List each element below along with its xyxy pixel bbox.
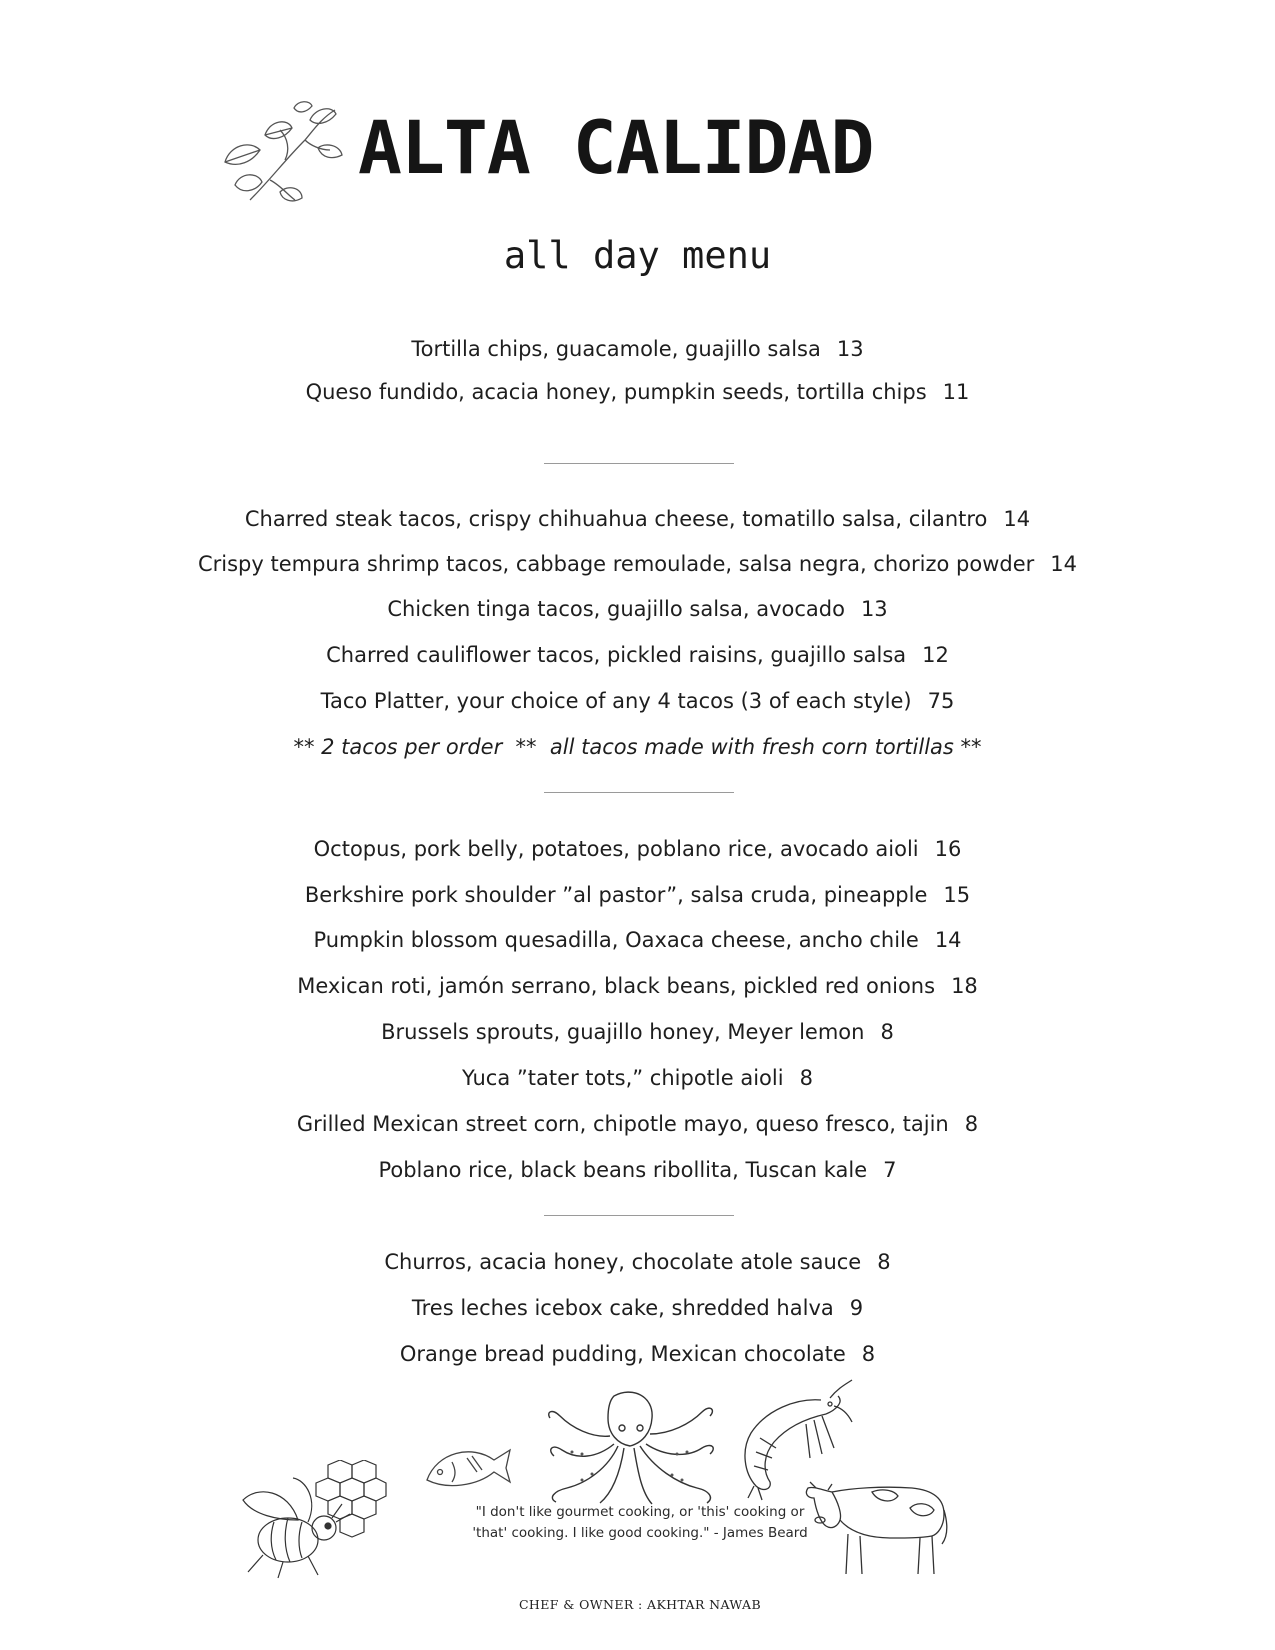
item-name: Orange bread pudding, Mexican chocolate [399,1342,846,1366]
item-price: 8 [877,1250,891,1274]
item-name: Charred steak tacos, crispy chihuahua cheese, tomatillo salsa, cilantro [244,507,988,531]
item-price: 11 [942,380,970,404]
item-price: 16 [934,837,962,861]
menu-item [0,1066,1275,1090]
menu-item [0,837,1275,861]
item-name: Queso fundido, acacia honey, pumpkin seeds, tortilla chips [305,380,927,404]
item-name: Churros, acacia honey, chocolate atole sauce [384,1250,862,1274]
quote-line: "I don't like gourmet cooking, or 'this' cooking or [475,1504,805,1520]
item-name: Mexican roti, jamón serrano, black beans, pickled red onions [297,974,936,998]
menu-item [0,507,1275,531]
taco-note: ** 2 tacos per order ** all tacos made with fresh corn tortillas ** [293,735,982,759]
menu-item [0,1296,1275,1320]
section-divider [544,463,734,464]
section-divider [544,792,734,793]
item-name: Charred cauliflower tacos, pickled raisins, guajillo salsa [326,643,907,667]
item-name: Tres leches icebox cake, shredded halva [411,1296,834,1320]
menu-item [0,552,1275,576]
menu-subtitle: all day menu [503,234,772,277]
chef-credit: CHEF & OWNER : AKHTAR NAWAB [518,1597,762,1612]
menu-item [0,1158,1275,1182]
item-price: 13 [860,597,888,621]
menu-item [0,689,1275,713]
menu-item [0,928,1275,952]
item-name: Pumpkin blossom quesadilla, Oaxaca cheese, ancho chile [313,928,919,952]
menu-item [0,337,1275,361]
item-name: Chicken tinga tacos, guajillo salsa, avocado [387,597,845,621]
item-name: Octopus, pork belly, potatoes, poblano rice, avocado aioli [313,837,919,861]
leaf-branch-icon [210,100,345,210]
menu-item [0,597,1275,621]
item-price: 7 [883,1158,897,1182]
item-name: Taco Platter, your choice of any 4 tacos (3 of each style) [320,689,912,713]
menu-item [0,974,1275,998]
item-price: 13 [836,337,864,361]
item-price: 9 [849,1296,864,1320]
item-price: 75 [927,689,955,713]
menu-item [0,1250,1275,1274]
menu-item [0,380,1275,404]
menu-item [0,1020,1275,1044]
item-name: Brussels sprouts, guajillo honey, Meyer lemon [381,1020,865,1044]
item-price: 12 [922,643,949,667]
item-name: Berkshire pork shoulder ”al pastor”, salsa cruda, pineapple [304,883,928,907]
header [210,100,930,210]
item-price: 8 [880,1020,894,1044]
item-name: Poblano rice, black beans ribollita, Tuscan kale [378,1158,868,1182]
item-name: Tortilla chips, guacamole, guajillo salsa [411,337,821,361]
item-price: 15 [943,883,971,907]
fish-icon [422,1432,514,1490]
item-name: Grilled Mexican street corn, chipotle mayo, queso fresco, tajin [296,1112,949,1136]
bee-honeycomb-icon [238,1460,388,1580]
item-name: Crispy tempura shrimp tacos, cabbage remoulade, salsa negra, chorizo powder [197,552,1035,576]
section-divider [544,1215,734,1216]
item-price: 18 [951,974,978,998]
item-price: 14 [934,928,962,952]
item-price: 8 [861,1342,876,1366]
menu-item [0,1342,1275,1366]
item-name: Yuca ”tater tots,” chipotle aioli [462,1066,784,1090]
menu-item [0,1112,1275,1136]
item-price: 14 [1003,507,1031,531]
item-price: 8 [799,1066,813,1090]
octopus-icon [542,1388,720,1510]
item-price: 8 [964,1112,979,1136]
quote-line: 'that' cooking. I like good cooking." - James Beard [472,1525,808,1541]
menu-item [0,883,1275,907]
restaurant-name: ALTA CALIDAD [358,106,874,191]
item-price: 14 [1050,552,1077,576]
menu-item [0,643,1275,667]
